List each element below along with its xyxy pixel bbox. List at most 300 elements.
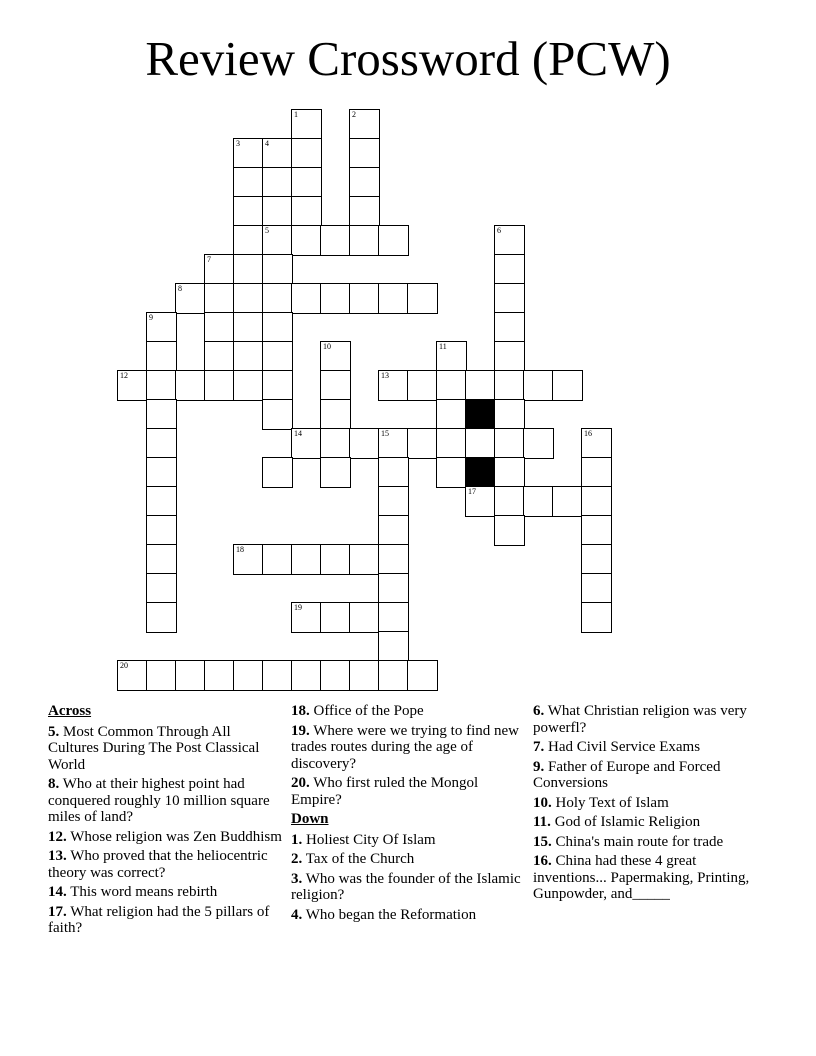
down-clue-11 <box>533 814 765 831</box>
grid-cell[interactable] <box>581 544 612 575</box>
cell-input[interactable] <box>437 342 466 371</box>
down-clue-10 <box>533 795 765 812</box>
grid-cell[interactable] <box>146 370 177 401</box>
cell-input[interactable] <box>234 255 263 284</box>
grid-cell[interactable] <box>378 573 409 604</box>
grid-cell[interactable] <box>291 167 322 198</box>
grid-cell[interactable] <box>494 283 525 314</box>
cell-input[interactable] <box>495 255 524 284</box>
cell-input[interactable] <box>321 458 350 487</box>
grid-cell[interactable] <box>320 457 351 488</box>
cell-input[interactable] <box>147 458 176 487</box>
cell-input[interactable] <box>263 139 292 168</box>
grid-cell[interactable] <box>204 283 235 314</box>
grid-cell[interactable] <box>320 341 351 372</box>
clue-number: 11. <box>533 814 551 830</box>
grid-cell[interactable] <box>349 138 380 169</box>
grid-cell[interactable] <box>523 486 554 517</box>
grid-cell[interactable] <box>581 573 612 604</box>
down-clue-3 <box>291 871 521 904</box>
grid-cell[interactable] <box>349 225 380 256</box>
grid-cell[interactable] <box>494 225 525 256</box>
grid-cell[interactable] <box>378 660 409 691</box>
grid-cell[interactable] <box>262 370 293 401</box>
clue-number: 9. <box>533 758 545 775</box>
grid-cell[interactable] <box>233 138 264 169</box>
grid-cell[interactable] <box>204 341 235 372</box>
cell-input[interactable] <box>147 574 176 603</box>
cell-input[interactable] <box>495 400 524 429</box>
cell-input[interactable] <box>147 487 176 516</box>
grid-cell[interactable] <box>349 167 380 198</box>
grid-cell[interactable] <box>175 370 206 401</box>
grid-cell[interactable] <box>291 283 322 314</box>
grid-cell[interactable] <box>378 283 409 314</box>
grid-cell[interactable] <box>233 254 264 285</box>
grid-cell[interactable] <box>378 370 409 401</box>
cell-input[interactable] <box>524 487 553 516</box>
cell-input[interactable] <box>495 226 524 255</box>
grid-cell[interactable] <box>291 428 322 459</box>
cell-input[interactable] <box>350 284 379 313</box>
grid-cell[interactable] <box>581 602 612 633</box>
cell-input[interactable] <box>263 661 292 690</box>
cell-input[interactable] <box>582 458 611 487</box>
grid-cell[interactable] <box>494 486 525 517</box>
clue-text: Holy Text of Islam <box>551 794 669 811</box>
cell-input[interactable] <box>524 371 553 400</box>
grid-cell[interactable] <box>262 457 293 488</box>
grid-cell[interactable] <box>204 312 235 343</box>
cell-input[interactable] <box>147 545 176 574</box>
grid-cell[interactable] <box>262 254 293 285</box>
clue-number: 12. <box>48 828 67 845</box>
cell-input[interactable] <box>292 197 321 226</box>
cell-input[interactable] <box>437 458 466 487</box>
cell-input[interactable] <box>321 284 350 313</box>
clue-number: 7. <box>533 739 545 755</box>
cell-input[interactable] <box>524 429 553 458</box>
down-heading: Down <box>291 811 329 827</box>
cell-input[interactable] <box>350 429 379 458</box>
grid-cell[interactable] <box>291 109 322 140</box>
grid-cell[interactable] <box>494 399 525 430</box>
cell-input[interactable] <box>292 226 321 255</box>
clue-number: 14. <box>48 884 67 900</box>
grid-cell[interactable] <box>262 138 293 169</box>
grid-cell[interactable] <box>146 602 177 633</box>
grid-cell[interactable] <box>436 370 467 401</box>
grid-cell[interactable] <box>320 399 351 430</box>
grid-cell[interactable] <box>494 312 525 343</box>
cell-input[interactable] <box>321 661 350 690</box>
cell-input[interactable] <box>205 255 234 284</box>
grid-cell[interactable] <box>262 660 293 691</box>
down-clue-16 <box>533 853 765 903</box>
cell-input[interactable] <box>263 168 292 197</box>
grid-cell[interactable] <box>204 370 235 401</box>
cell-input[interactable] <box>176 661 205 690</box>
cell-input[interactable] <box>263 197 292 226</box>
cell-input[interactable] <box>437 400 466 429</box>
grid-cell[interactable] <box>233 225 264 256</box>
clue-column-3 <box>533 703 765 906</box>
cell-input[interactable] <box>234 197 263 226</box>
down-clue-15 <box>533 834 765 851</box>
cell-input[interactable] <box>379 632 408 661</box>
grid-cell[interactable] <box>581 457 612 488</box>
cell-input[interactable] <box>495 516 524 545</box>
clue-number: 8. <box>48 776 60 792</box>
cell-input[interactable] <box>379 574 408 603</box>
cell-input[interactable] <box>350 168 379 197</box>
cell-input[interactable] <box>234 313 263 342</box>
across-clue-13 <box>48 848 284 881</box>
cell-input[interactable] <box>263 342 292 371</box>
across-clue-19 <box>291 723 521 773</box>
across-clue-5 <box>48 724 284 774</box>
cell-input[interactable] <box>147 342 176 371</box>
grid-cell[interactable] <box>320 660 351 691</box>
cell-input[interactable] <box>321 603 350 632</box>
grid-cell[interactable] <box>175 660 206 691</box>
cell-input[interactable] <box>234 371 263 400</box>
cell-input[interactable] <box>234 139 263 168</box>
grid-cell[interactable] <box>436 428 467 459</box>
cell-input[interactable] <box>147 603 176 632</box>
cell-input[interactable] <box>350 661 379 690</box>
cell-input[interactable] <box>321 429 350 458</box>
cell-input[interactable] <box>582 574 611 603</box>
cell-input[interactable] <box>495 342 524 371</box>
cell-number: 11 <box>439 342 447 351</box>
cell-number: 14 <box>294 429 302 438</box>
grid-cell[interactable] <box>233 341 264 372</box>
grid-cell[interactable] <box>436 457 467 488</box>
grid-cell[interactable] <box>320 225 351 256</box>
cell-input[interactable] <box>176 284 205 313</box>
cell-input[interactable] <box>234 284 263 313</box>
cell-number: 3 <box>236 139 240 148</box>
cell-input[interactable] <box>495 429 524 458</box>
across-heading: Across <box>48 703 92 719</box>
cell-input[interactable] <box>292 661 321 690</box>
grid-cell[interactable] <box>204 254 235 285</box>
cell-input[interactable] <box>408 284 437 313</box>
across-clue-8 <box>48 776 284 826</box>
grid-cell[interactable] <box>407 660 438 691</box>
cell-input[interactable] <box>437 371 466 400</box>
grid-cell[interactable] <box>233 167 264 198</box>
cell-input[interactable] <box>234 545 263 574</box>
cell-input[interactable] <box>408 371 437 400</box>
cell-input[interactable] <box>147 516 176 545</box>
cell-number: 5 <box>265 226 269 235</box>
cell-input[interactable] <box>466 371 495 400</box>
clue-number: 5. <box>48 723 60 740</box>
grid-cell[interactable] <box>349 602 380 633</box>
grid-cell[interactable] <box>262 399 293 430</box>
grid-cell[interactable] <box>320 283 351 314</box>
grid-cell[interactable] <box>117 660 148 691</box>
grid-cell[interactable] <box>291 602 322 633</box>
cell-input[interactable] <box>234 661 263 690</box>
grid-cell[interactable] <box>320 370 351 401</box>
cell-input[interactable] <box>292 603 321 632</box>
cell-number: 13 <box>381 371 389 380</box>
cell-input[interactable] <box>495 371 524 400</box>
down-clue-4 <box>291 907 521 924</box>
cell-input[interactable] <box>263 371 292 400</box>
grid-cell[interactable] <box>378 457 409 488</box>
cell-input[interactable] <box>350 226 379 255</box>
grid-cell[interactable] <box>494 457 525 488</box>
cell-number: 16 <box>584 429 592 438</box>
grid-cell[interactable] <box>465 370 496 401</box>
cell-input[interactable] <box>350 139 379 168</box>
cell-input[interactable] <box>582 487 611 516</box>
grid-cell[interactable] <box>146 486 177 517</box>
grid-cell[interactable] <box>320 544 351 575</box>
grid-cell[interactable] <box>146 660 177 691</box>
cell-input[interactable] <box>379 226 408 255</box>
grid-cell[interactable] <box>494 515 525 546</box>
clue-number: 2. <box>291 851 303 867</box>
cell-input[interactable] <box>350 545 379 574</box>
cell-input[interactable] <box>379 516 408 545</box>
grid-cell[interactable] <box>465 428 496 459</box>
grid-cell[interactable] <box>262 196 293 227</box>
cell-input[interactable] <box>263 255 292 284</box>
cell-input[interactable] <box>408 429 437 458</box>
cell-input[interactable] <box>205 284 234 313</box>
cell-input[interactable] <box>205 313 234 342</box>
cell-input[interactable] <box>205 371 234 400</box>
grid-cell[interactable] <box>291 544 322 575</box>
grid-cell[interactable] <box>378 515 409 546</box>
cell-number: 2 <box>352 110 356 119</box>
black-cell <box>465 399 496 430</box>
cell-input[interactable] <box>350 603 379 632</box>
down-clue-6 <box>533 703 765 736</box>
clue-text: Father of Europe and Forced Conversions <box>533 758 721 791</box>
cell-input[interactable] <box>263 284 292 313</box>
cell-input[interactable] <box>263 400 292 429</box>
grid-cell[interactable] <box>146 544 177 575</box>
cell-input[interactable] <box>263 458 292 487</box>
grid-cell[interactable] <box>552 370 583 401</box>
grid-cell[interactable] <box>407 370 438 401</box>
cell-number: 19 <box>294 603 302 612</box>
cell-input[interactable] <box>292 110 321 139</box>
cell-input[interactable] <box>553 487 582 516</box>
clue-number: 3. <box>291 870 303 887</box>
grid-cell[interactable] <box>494 370 525 401</box>
cell-input[interactable] <box>321 545 350 574</box>
clue-text: Had Civil Service Exams <box>544 739 701 755</box>
grid-cell[interactable] <box>378 631 409 662</box>
cell-input[interactable] <box>408 661 437 690</box>
grid-cell[interactable] <box>233 544 264 575</box>
grid-cell[interactable] <box>146 428 177 459</box>
grid-cell[interactable] <box>291 660 322 691</box>
cell-input[interactable] <box>205 661 234 690</box>
grid-cell[interactable] <box>146 515 177 546</box>
grid-cell[interactable] <box>233 660 264 691</box>
clue-text: What religion had the 5 pillars of faith? <box>48 903 270 936</box>
grid-cell[interactable] <box>233 370 264 401</box>
clue-text: Who began the Reformation <box>302 906 477 923</box>
grid-cell[interactable] <box>146 457 177 488</box>
cell-input[interactable] <box>466 429 495 458</box>
grid-cell[interactable] <box>494 254 525 285</box>
cell-input[interactable] <box>321 400 350 429</box>
grid-cell[interactable] <box>262 167 293 198</box>
grid-cell[interactable] <box>581 428 612 459</box>
grid-cell[interactable] <box>378 544 409 575</box>
cell-input[interactable] <box>495 487 524 516</box>
cell-input[interactable] <box>118 371 147 400</box>
grid-cell[interactable] <box>378 428 409 459</box>
cell-input[interactable] <box>292 545 321 574</box>
grid-cell[interactable] <box>146 312 177 343</box>
cell-input[interactable] <box>292 139 321 168</box>
grid-cell[interactable] <box>146 399 177 430</box>
cell-input[interactable] <box>379 371 408 400</box>
clue-text: Whose religion was Zen Buddhism <box>66 828 282 845</box>
grid-cell[interactable] <box>378 486 409 517</box>
cell-input[interactable] <box>234 226 263 255</box>
grid-cell[interactable] <box>523 370 554 401</box>
cell-number: 6 <box>497 226 501 235</box>
grid-cell[interactable] <box>581 486 612 517</box>
cell-input[interactable] <box>263 545 292 574</box>
cell-input[interactable] <box>466 487 495 516</box>
clue-text: What Christian religion was very powerfl? <box>533 703 747 736</box>
grid-cell[interactable] <box>378 602 409 633</box>
cell-input[interactable] <box>292 284 321 313</box>
grid-cell[interactable] <box>320 428 351 459</box>
grid-cell[interactable] <box>262 544 293 575</box>
grid-cell[interactable] <box>175 283 206 314</box>
clue-text: Office of the Pope <box>309 703 424 719</box>
grid-cell[interactable] <box>262 225 293 256</box>
cell-input[interactable] <box>379 429 408 458</box>
grid-cell[interactable] <box>204 660 235 691</box>
cell-input[interactable] <box>582 545 611 574</box>
cell-input[interactable] <box>321 342 350 371</box>
cell-number: 20 <box>120 661 128 670</box>
grid-cell[interactable] <box>262 283 293 314</box>
grid-cell[interactable] <box>291 138 322 169</box>
grid-cell[interactable] <box>349 109 380 140</box>
cell-input[interactable] <box>147 313 176 342</box>
cell-number: 18 <box>236 545 244 554</box>
cell-input[interactable] <box>582 603 611 632</box>
cell-input[interactable] <box>379 284 408 313</box>
cell-input[interactable] <box>495 284 524 313</box>
grid-cell[interactable] <box>436 341 467 372</box>
cell-input[interactable] <box>437 429 466 458</box>
cell-input[interactable] <box>350 110 379 139</box>
cell-input[interactable] <box>147 400 176 429</box>
grid-cell[interactable] <box>320 602 351 633</box>
cell-input[interactable] <box>147 429 176 458</box>
down-clue-7 <box>533 739 765 756</box>
page-title: Review Crossword (PCW) <box>145 31 671 86</box>
cell-input[interactable] <box>147 661 176 690</box>
grid-cell[interactable] <box>146 573 177 604</box>
grid-cell[interactable] <box>262 312 293 343</box>
grid-cell[interactable] <box>146 341 177 372</box>
grid-cell[interactable] <box>117 370 148 401</box>
clue-column-1 <box>48 703 284 940</box>
cell-input[interactable] <box>495 313 524 342</box>
cell-input[interactable] <box>118 661 147 690</box>
cell-input[interactable] <box>321 226 350 255</box>
cell-input[interactable] <box>379 487 408 516</box>
grid-cell[interactable] <box>407 283 438 314</box>
cell-input[interactable] <box>553 371 582 400</box>
cell-input[interactable] <box>234 342 263 371</box>
cell-input[interactable] <box>379 545 408 574</box>
grid-cell[interactable] <box>349 428 380 459</box>
grid-cell[interactable] <box>233 312 264 343</box>
grid-cell[interactable] <box>581 515 612 546</box>
cell-input[interactable] <box>147 371 176 400</box>
grid-cell[interactable] <box>523 428 554 459</box>
grid-cell[interactable] <box>465 486 496 517</box>
cell-input[interactable] <box>350 197 379 226</box>
grid-cell[interactable] <box>407 428 438 459</box>
grid-cell[interactable] <box>552 486 583 517</box>
grid-cell[interactable] <box>494 428 525 459</box>
cell-input[interactable] <box>234 168 263 197</box>
grid-cell[interactable] <box>291 196 322 227</box>
cell-input[interactable] <box>582 516 611 545</box>
cell-input[interactable] <box>176 371 205 400</box>
grid-cell[interactable] <box>494 341 525 372</box>
cell-input[interactable] <box>263 226 292 255</box>
clue-number: 16. <box>533 853 552 869</box>
cell-input[interactable] <box>292 429 321 458</box>
cell-number: 4 <box>265 139 269 148</box>
cell-input[interactable] <box>292 168 321 197</box>
grid-cell[interactable] <box>291 225 322 256</box>
cell-input[interactable] <box>205 342 234 371</box>
grid-cell[interactable] <box>349 660 380 691</box>
cell-input[interactable] <box>379 458 408 487</box>
cell-input[interactable] <box>379 603 408 632</box>
grid-cell[interactable] <box>349 544 380 575</box>
across-clue-14 <box>48 884 284 901</box>
cell-input[interactable] <box>263 313 292 342</box>
clue-column-2 <box>291 703 521 926</box>
cell-input[interactable] <box>379 661 408 690</box>
cell-input[interactable] <box>582 429 611 458</box>
grid-cell[interactable] <box>378 225 409 256</box>
grid-cell[interactable] <box>349 283 380 314</box>
grid-cell[interactable] <box>349 196 380 227</box>
cell-number: 17 <box>468 487 476 496</box>
clue-text: China had these 4 great inventions... Papermaking, Printing, Gunpowder, and_____ <box>533 853 750 902</box>
grid-cell[interactable] <box>233 196 264 227</box>
grid-cell[interactable] <box>262 341 293 372</box>
grid-cell[interactable] <box>436 399 467 430</box>
cell-input[interactable] <box>495 458 524 487</box>
cell-input[interactable] <box>321 371 350 400</box>
grid-cell[interactable] <box>233 283 264 314</box>
